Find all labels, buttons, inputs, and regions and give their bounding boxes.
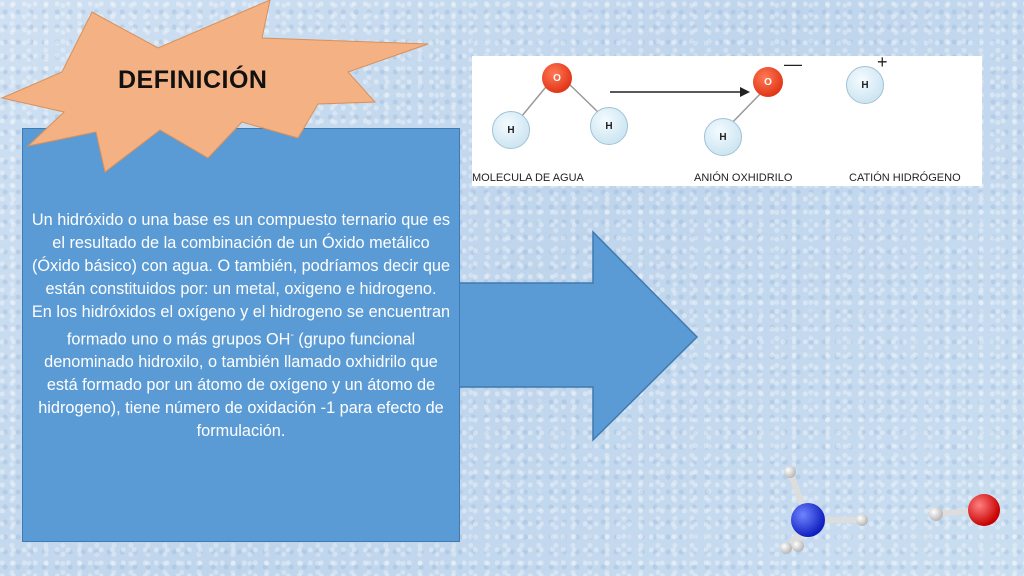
minus-sign: —: [784, 54, 802, 74]
molecule-models: [770, 460, 1024, 576]
definition-paragraph-2: En los hidróxidos el oxígeno y el hidrogeno se encuentran formado uno o más grupos OH- (grupo funcional denominado hidroxilo, o también llamado oxhidrilo que está formado por un átomo de oxígeno y un átomo de hidrogeno), tiene número de oxidación -1 para efecto de formulación.: [31, 303, 451, 441]
water-oxygen-atom: O: [542, 63, 572, 93]
cation-hydrogen-atom: H: [846, 66, 884, 104]
water-hydrogen-atom-left: H: [492, 111, 530, 149]
water-hydrogen-atom-right: H: [590, 107, 628, 145]
anion-hydrogen-atom: H: [704, 118, 742, 156]
definition-paragraph-1: Un hidróxido o una base es un compuesto ternario que es el resultado de la combinación de un Óxido metálico (Óxido básico) con agua. O también, podríamos decir que están constituidos por: un metal, oxigeno e hidrogeno.: [31, 211, 451, 298]
label-hydroxide-anion: ANIÓN OXHIDRILO: [694, 172, 793, 184]
label-water-molecule: MOLECULA DE AGUA: [472, 172, 584, 184]
reaction-arrow-head: [740, 87, 750, 97]
ionization-diagram: [472, 52, 982, 186]
label-hydrogen-cation: CATIÓN HIDRÓGENO: [849, 172, 961, 184]
ammonia-molecule-model: [780, 466, 868, 554]
page-title: DEFINICIÓN: [118, 66, 268, 94]
plus-sign: +: [877, 52, 888, 72]
hydroxide-molecule-model: [929, 494, 1000, 526]
definition-text: [29, 209, 453, 443]
definition-box: [22, 128, 460, 542]
anion-oxygen-atom: O: [753, 67, 783, 97]
